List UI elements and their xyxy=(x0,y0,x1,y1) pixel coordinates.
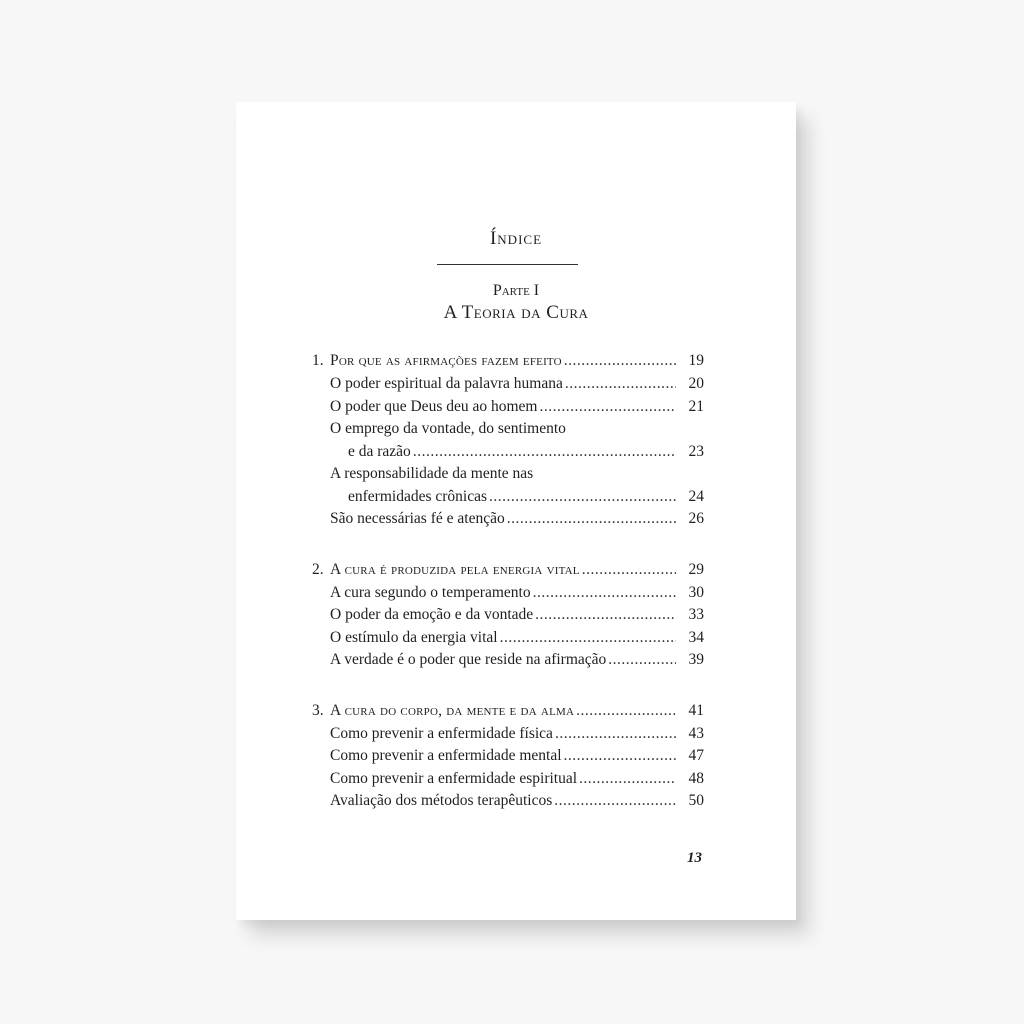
section-page-number: 39 xyxy=(688,651,704,668)
dot-leader xyxy=(576,699,676,723)
section-title: O poder que Deus deu ao homem xyxy=(330,397,538,415)
dot-leader xyxy=(535,604,676,627)
section-title: A verdade é o poder que reside na afirmação xyxy=(330,651,607,668)
dot-leader xyxy=(489,486,676,509)
section-entry-line xyxy=(312,582,704,605)
page-title: Índice xyxy=(489,228,543,249)
section-page-number: 43 xyxy=(688,724,704,742)
section-entry-line xyxy=(312,486,704,509)
section-page-number: 20 xyxy=(688,375,704,392)
section-page-number: 26 xyxy=(688,510,704,527)
dot-leader xyxy=(579,768,676,791)
chapter-entry xyxy=(312,349,704,531)
dot-leader xyxy=(500,627,676,650)
section-entry-line xyxy=(312,649,704,672)
chapter-heading-line xyxy=(312,349,704,373)
section-title: A cura segundo o temperamento xyxy=(330,583,531,601)
chapter-heading-line xyxy=(312,558,704,582)
dot-leader xyxy=(533,582,676,605)
chapter-heading-line xyxy=(312,699,704,723)
chapter-title: A cura do corpo, da mente e da alma xyxy=(330,701,575,719)
section-entry-line xyxy=(312,627,704,650)
section-title: Como prevenir a enfermidade espiritual xyxy=(330,769,578,787)
dot-leader xyxy=(564,745,676,768)
section-title: O poder espiritual da palavra humana xyxy=(330,375,563,392)
dot-leader xyxy=(554,790,676,813)
section-title: O estímulo da energia vital xyxy=(330,628,498,646)
book-page xyxy=(236,102,796,920)
chapter-number: 3. xyxy=(312,701,324,719)
section-page-number: 34 xyxy=(688,628,704,646)
chapter-page-number: 19 xyxy=(688,352,704,369)
section-title: São necessárias fé e atenção xyxy=(330,510,505,527)
dot-leader xyxy=(564,349,676,373)
dot-leader xyxy=(565,373,676,396)
section-entry-line xyxy=(312,418,704,441)
dot-leader xyxy=(608,649,676,672)
section-entry-line xyxy=(312,723,704,746)
section-page-number: 33 xyxy=(688,606,704,623)
title-rule xyxy=(437,264,578,265)
part-title: A Teoria da Cura xyxy=(443,302,589,323)
chapter-entry xyxy=(312,699,704,813)
part-label: Parte I xyxy=(492,282,540,299)
section-entry-line xyxy=(312,463,704,486)
chapter-page-number: 29 xyxy=(688,560,704,578)
dot-leader xyxy=(507,508,676,531)
section-page-number: 24 xyxy=(688,487,704,505)
section-page-number: 47 xyxy=(688,747,704,764)
section-entry-line xyxy=(312,441,704,464)
section-entry-line xyxy=(312,604,704,627)
section-entry-line xyxy=(312,508,704,531)
dot-leader xyxy=(539,396,676,419)
chapter-entry xyxy=(312,558,704,672)
section-entry-line xyxy=(312,768,704,791)
chapter-title: Por que as afirmações fazem efeito xyxy=(330,352,562,369)
section-entry-line xyxy=(312,373,704,396)
section-title: O emprego da vontade, do sentimento xyxy=(330,420,566,437)
dot-leader xyxy=(582,558,676,582)
section-page-number: 21 xyxy=(688,397,704,415)
section-title: Como prevenir a enfermidade física xyxy=(330,724,553,742)
chapter-page-number: 41 xyxy=(688,701,704,719)
section-title: enfermidades crônicas xyxy=(348,487,488,505)
section-entry-line xyxy=(312,790,704,813)
section-page-number: 30 xyxy=(688,583,704,601)
section-title: Avaliação dos métodos terapêuticos xyxy=(330,792,553,809)
dot-leader xyxy=(555,723,676,746)
section-title: O poder da emoção e da vontade xyxy=(330,606,534,623)
section-title: Como prevenir a enfermidade mental xyxy=(330,747,562,764)
section-entry-line xyxy=(312,745,704,768)
section-entry-line xyxy=(312,396,704,419)
dot-leader xyxy=(413,441,676,464)
section-title: e da razão xyxy=(348,442,411,460)
page-number: 13 xyxy=(687,850,702,866)
section-page-number: 48 xyxy=(688,769,704,787)
chapter-number: 1. xyxy=(312,352,324,369)
chapter-number: 2. xyxy=(312,560,324,578)
section-page-number: 23 xyxy=(688,442,704,460)
section-title: A responsabilidade da mente nas xyxy=(330,465,534,482)
chapter-title: A cura é produzida pela energia vital xyxy=(330,560,580,578)
section-page-number: 50 xyxy=(688,792,704,809)
table-of-contents xyxy=(312,349,704,840)
